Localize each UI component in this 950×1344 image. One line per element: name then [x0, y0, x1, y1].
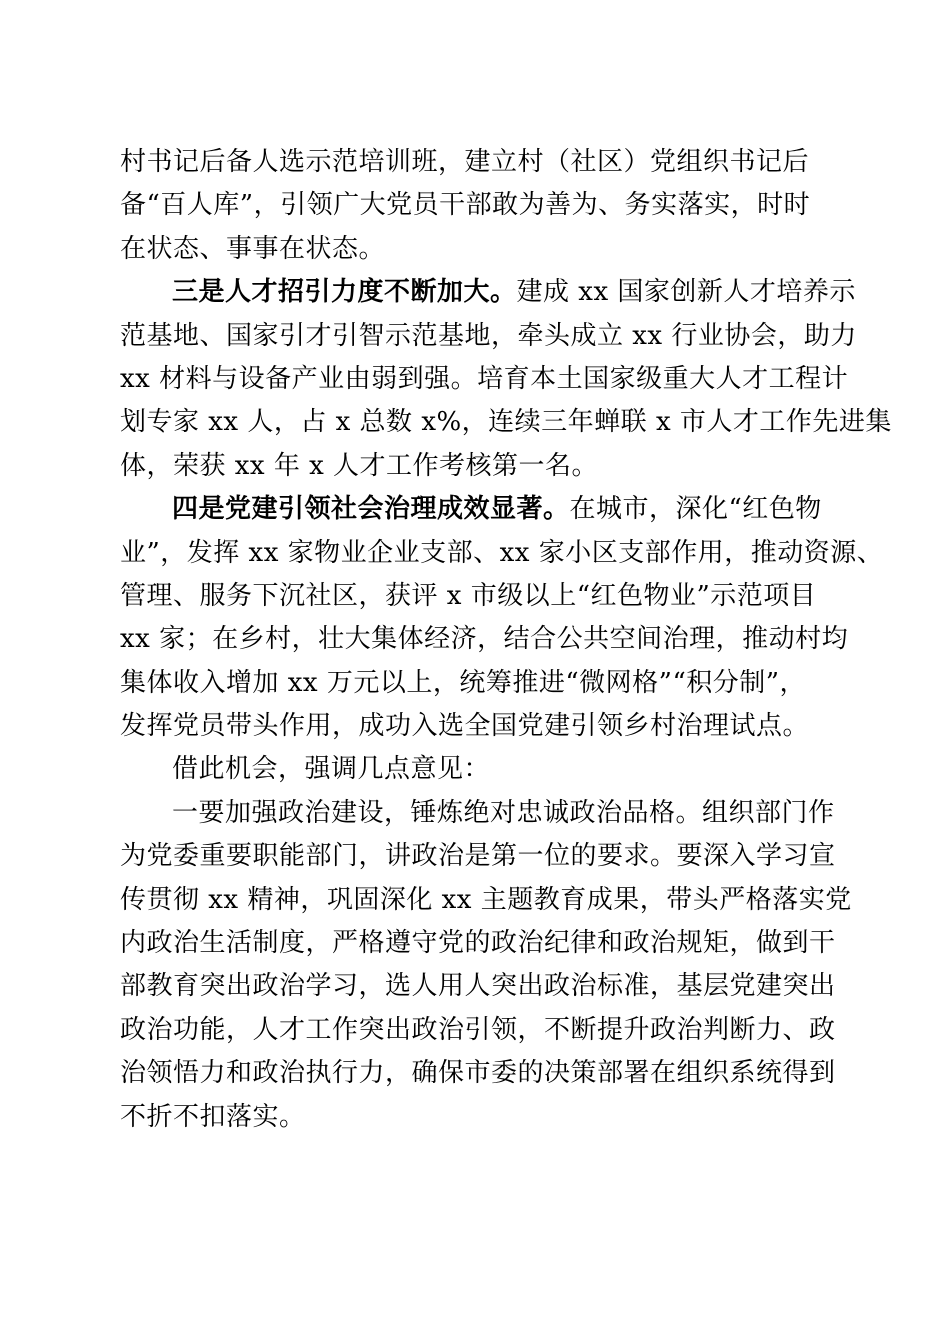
paragraph-2	[120, 271, 892, 488]
text-line: 政治功能，人才工作突出政治引领，不断提升政治判断力、政	[120, 1014, 836, 1045]
document-page	[120, 141, 892, 1139]
text-line: 传贯彻 xx 精神，巩固深化 xx 主题教育成果，带头严格落实党	[120, 884, 852, 915]
text-line: xx 家；在乡村，壮大集体经济，结合公共空间治理，推动村均	[120, 624, 849, 655]
text-line	[120, 488, 832, 531]
paragraph-5	[120, 792, 852, 1139]
text-line: 部教育突出政治学习，选人用人突出政治标准，基层党建突出	[120, 971, 836, 1002]
text-line: 一要加强政治建设，锤炼绝对忠诚政治品格。组织部门作	[172, 797, 835, 828]
text-line: 体，荣获 xx 年 x 人才工作考核第一名。	[120, 450, 599, 481]
text-line: 内政治生活制度，严格遵守党的政治纪律和政治规矩，做到干	[120, 928, 836, 959]
text-line	[120, 271, 856, 314]
text-line: 在状态、事事在状态。	[120, 233, 386, 264]
text-line: 不折不扣落实。	[120, 1101, 306, 1132]
text-span: 在城市，深化“红色物	[569, 494, 822, 525]
text-line: 集体收入增加 xx 万元以上，统筹推进“微网格”“积分制”，	[120, 667, 807, 698]
text-line: 发挥党员带头作用，成功入选全国党建引领乡村治理试点。	[120, 711, 810, 742]
paragraph-4	[120, 748, 832, 791]
text-line: 为党委重要职能部门，讲政治是第一位的要求。要深入学习宣	[120, 841, 836, 872]
text-line: 范基地、国家引才引智示范基地，牵头成立 xx 行业协会，助力	[120, 320, 857, 351]
text-line: 管理、服务下沉社区，获评 x 市级以上“红色物业”示范项目	[120, 580, 817, 611]
text-line: 治领悟力和政治执行力，确保市委的决策部署在组织系统得到	[120, 1058, 836, 1089]
text-line: 划专家 xx 人，占 x 总数 x%，连续三年蝉联 x 市人才工作先进集	[120, 407, 892, 438]
paragraph-3	[120, 488, 884, 748]
paragraph-1	[120, 141, 832, 271]
text-line: 借此机会，强调几点意见：	[172, 754, 491, 785]
paragraph-heading: 四是党建引领社会治理成效显著。	[172, 494, 570, 525]
text-line: 备“百人库”，引领广大党员干部敢为善为、务实落实，时时	[120, 190, 811, 221]
text-line: 业”，发挥 xx 家物业企业支部、xx 家小区支部作用，推动资源、	[120, 537, 884, 568]
text-line: 村书记后备人选示范培训班，建立村（社区）党组织书记后	[120, 147, 810, 177]
paragraph-heading: 三是人才招引力度不断加大。	[172, 277, 517, 308]
text-line: xx 材料与设备产业由弱到强。培育本土国家级重大人才工程计	[120, 363, 849, 394]
text-span: 建成 xx 国家创新人才培养示	[516, 277, 856, 308]
